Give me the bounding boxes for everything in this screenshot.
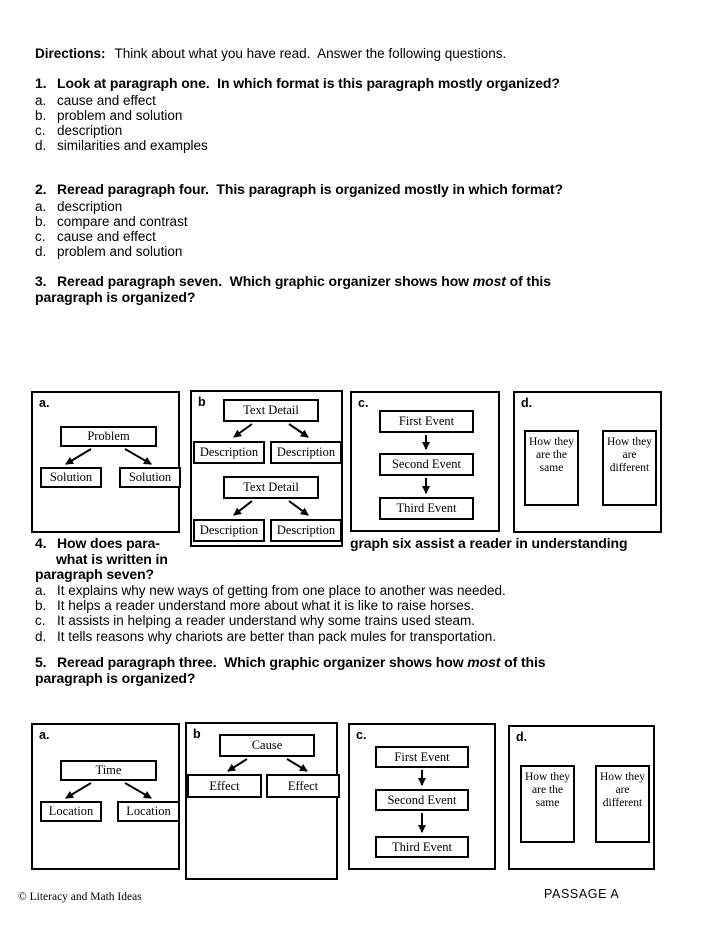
question-3-heading-line1: 3. Reread paragraph seven. Which graphic organizer shows how most of this (35, 273, 551, 289)
solution-box-left: Solution (40, 467, 102, 488)
organizer-1a (31, 391, 180, 533)
description-box-2-left: Description (193, 519, 265, 542)
first-event-box: First Event (379, 410, 474, 433)
description-box-1-right: Description (270, 441, 342, 464)
question-4-number: 4. (35, 535, 47, 551)
directions-text: Think about what you have read. Answer the following questions. (114, 46, 507, 61)
question-2-option-d: d. problem and solution (35, 244, 183, 260)
description-box-1-left: Description (193, 441, 265, 464)
organizer-2c-arrows (350, 725, 494, 868)
organizer-2d (508, 725, 655, 870)
time-box: Time (60, 760, 157, 781)
location-box-left: Location (40, 801, 102, 822)
same-column-box: How they are the same (524, 430, 579, 506)
question-4-line1-right: graph six assist a reader in understanding (350, 535, 628, 551)
description-box-2-right: Description (270, 519, 342, 542)
question-1 (35, 76, 695, 153)
different-column-box: How they are different (595, 765, 650, 843)
organizer-1b-arrows (192, 392, 341, 545)
organizer-1a-arrows (33, 393, 178, 531)
question-2-option-b: b. compare and contrast (35, 213, 188, 229)
emphasis-most: most (472, 273, 506, 289)
organizer-1d (513, 391, 662, 533)
organizer-1c-label: c. (358, 396, 369, 410)
question-3-heading-line2: paragraph is organized? (35, 288, 196, 305)
question-1-options (35, 93, 695, 154)
second-event-box: Second Event (379, 453, 474, 476)
organizer-2a (31, 723, 180, 870)
effect-box-right: Effect (266, 774, 340, 798)
location-box-right: Location (117, 801, 180, 822)
organizer-1d-label: d. (521, 396, 533, 410)
question-4-option-d: d. It tells reasons why chariots are better than pack mules for transportation. (35, 628, 496, 644)
effect-box-left: Effect (187, 774, 262, 798)
organizer-2a-arrows (33, 725, 178, 868)
organizer-1c (350, 391, 500, 532)
organizer-2b-label: b (193, 727, 201, 741)
organizer-2c-label: c. (356, 728, 367, 742)
second-event-box: Second Event (375, 789, 469, 811)
question-1-option-c: c. description (35, 122, 123, 138)
question-1-option-b: b. problem and solution (35, 107, 183, 123)
question-2-option-a: a. description (35, 198, 123, 214)
same-column-box: How they are the same (520, 765, 575, 843)
solution-box-right: Solution (119, 467, 181, 488)
cause-box: Cause (219, 734, 315, 757)
first-event-box: First Event (375, 746, 469, 768)
organizer-1a-label: a. (39, 396, 50, 410)
organizer-2b (185, 722, 338, 880)
question-3-number: 3. (35, 273, 47, 289)
organizer-1b (190, 390, 343, 547)
organizer-1c-arrows (352, 393, 498, 530)
text-detail-box-1: Text Detail (223, 399, 319, 422)
question-5-heading-line1: 5. Reread paragraph three. Which graphic organizer shows how most of this (35, 654, 546, 670)
question-2-option-c: c. cause and effect (35, 228, 156, 244)
organizer-1b-label: b (198, 395, 206, 409)
question-4-line2: what is written in (56, 551, 168, 567)
question-2-heading: 2. Reread paragraph four. This paragraph is organized mostly in which format? (35, 181, 563, 197)
question-2-options (35, 199, 695, 260)
organizer-2d-label: d. (516, 730, 528, 744)
different-column-box: How they are different (602, 430, 657, 506)
question-1-option-a: a. cause and effect (35, 92, 156, 108)
question-2 (35, 182, 695, 259)
passage-label: PASSAGE A (544, 887, 620, 901)
question-4-options (35, 583, 695, 644)
third-event-box: Third Event (375, 836, 469, 858)
question-4-line1-left: 4. How does para- (35, 535, 160, 551)
third-event-box: Third Event (379, 497, 474, 520)
question-4-option-b: b. It helps a reader understand more about what it is like to raise horses. (35, 598, 475, 614)
question-5-number: 5. (35, 654, 47, 670)
emphasis-most: most (467, 654, 501, 670)
question-4-line3: paragraph seven? (35, 566, 154, 582)
question-3 (35, 274, 695, 305)
question-4-option-c: c. It assists in helping a reader understand why some trains used steam. (35, 613, 475, 629)
problem-box: Problem (60, 426, 157, 447)
question-1-option-d: d. similarities and examples (35, 138, 208, 154)
question-1-number: 1. (35, 75, 47, 91)
directions-label: Directions: (35, 46, 106, 61)
text-detail-box-2: Text Detail (223, 476, 319, 499)
question-2-number: 2. (35, 181, 47, 197)
organizer-2a-label: a. (39, 728, 50, 742)
copyright-text: © Literacy and Math Ideas (18, 891, 142, 903)
organizer-2b-arrows (187, 724, 336, 878)
question-5 (35, 655, 695, 686)
question-1-heading: 1. Look at paragraph one. In which format is this paragraph mostly organized? (35, 75, 560, 91)
question-5-heading-line2: paragraph is organized? (35, 669, 196, 686)
directions (35, 45, 695, 63)
organizer-2c (348, 723, 496, 870)
question-4-option-a: a. It explains why new ways of getting from one place to another was needed. (35, 583, 506, 598)
